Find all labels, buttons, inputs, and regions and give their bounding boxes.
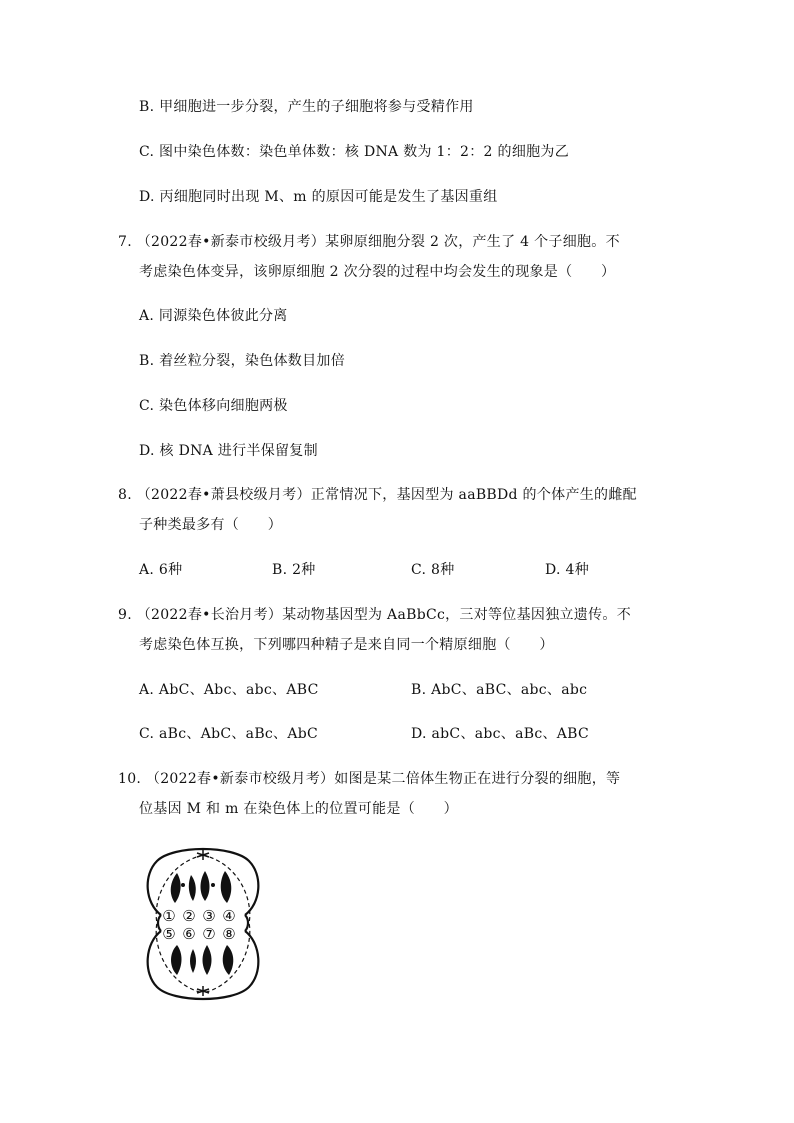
q7-stem-line1: 7. （2022春•新泰市校级月考）某卵原细胞分裂 2 次，产生了 4 个子细胞。不 xyxy=(118,234,620,250)
cell-division-figure xyxy=(143,845,263,1003)
centriole-bottom xyxy=(197,986,209,996)
figure-label-5: ⑤ xyxy=(162,925,176,943)
q10-stem-line1: 10. （2022春•新泰市校级月考）如图是某二倍体生物正在进行分裂的细胞，等 xyxy=(118,771,621,787)
figure-label-7: ⑦ xyxy=(202,925,216,943)
q6-option-c: C. 图中染色体数：染色单体数：核 DNA 数为 1：2：2 的细胞为乙 xyxy=(139,144,570,160)
q9-option-a: A. AbC、Abc、abc、ABC xyxy=(139,682,319,698)
figure-label-4: ④ xyxy=(222,907,236,925)
q7-option-b: B. 着丝粒分裂，染色体数目加倍 xyxy=(139,353,345,369)
q9-option-b: B. AbC、aBC、abc、abc xyxy=(411,682,588,698)
q7-option-a: A. 同源染色体彼此分离 xyxy=(139,308,288,324)
figure-label-1: ① xyxy=(162,907,176,925)
q10-stem-line2: 位基因 M 和 m 在染色体上的位置可能是（ ） xyxy=(139,801,458,817)
q7-stem-line2: 考虑染色体变异，该卵原细胞 2 次分裂的过程中均会发生的现象是（ ） xyxy=(139,264,616,280)
q8-option-b: B. 2种 xyxy=(272,562,316,578)
q8-option-a: A. 6种 xyxy=(139,562,183,578)
q6-option-d: D. 丙细胞同时出现 M、m 的原因可能是发生了基因重组 xyxy=(139,189,498,205)
chromosomes-bottom xyxy=(171,945,233,975)
q8-stem-line2: 子种类最多有（ ） xyxy=(139,517,282,533)
q8-stem-line1: 8. （2022春•萧县校级月考）正常情况下，基因型为 aaBBDd 的个体产生的雌配 xyxy=(118,487,637,503)
q9-option-c: C. aBc、AbC、aBc、AbC xyxy=(139,726,319,742)
q9-stem-line2: 考虑染色体互换，下列哪四种精子是来自同一个精原细胞（ ） xyxy=(139,637,554,653)
figure-label-3: ③ xyxy=(202,907,216,925)
figure-label-6: ⑥ xyxy=(182,925,196,943)
centriole-top xyxy=(197,850,209,860)
q9-option-d: D. abC、abc、aBc、ABC xyxy=(411,726,590,742)
q7-option-c: C. 染色体移向细胞两极 xyxy=(139,398,288,414)
q7-option-d: D. 核 DNA 进行半保留复制 xyxy=(139,443,318,459)
q9-stem-line1: 9. （2022春•长治月考）某动物基因型为 AaBbCc，三对等位基因独立遗传。不 xyxy=(118,607,632,623)
figure-label-2: ② xyxy=(182,907,196,925)
figure-label-8: ⑧ xyxy=(222,925,236,943)
q8-option-d: D. 4种 xyxy=(545,562,590,578)
q6-option-b: B. 甲细胞进一步分裂，产生的子细胞将参与受精作用 xyxy=(139,99,474,115)
chromosomes-top xyxy=(171,871,232,903)
q8-option-c: C. 8种 xyxy=(411,562,455,578)
